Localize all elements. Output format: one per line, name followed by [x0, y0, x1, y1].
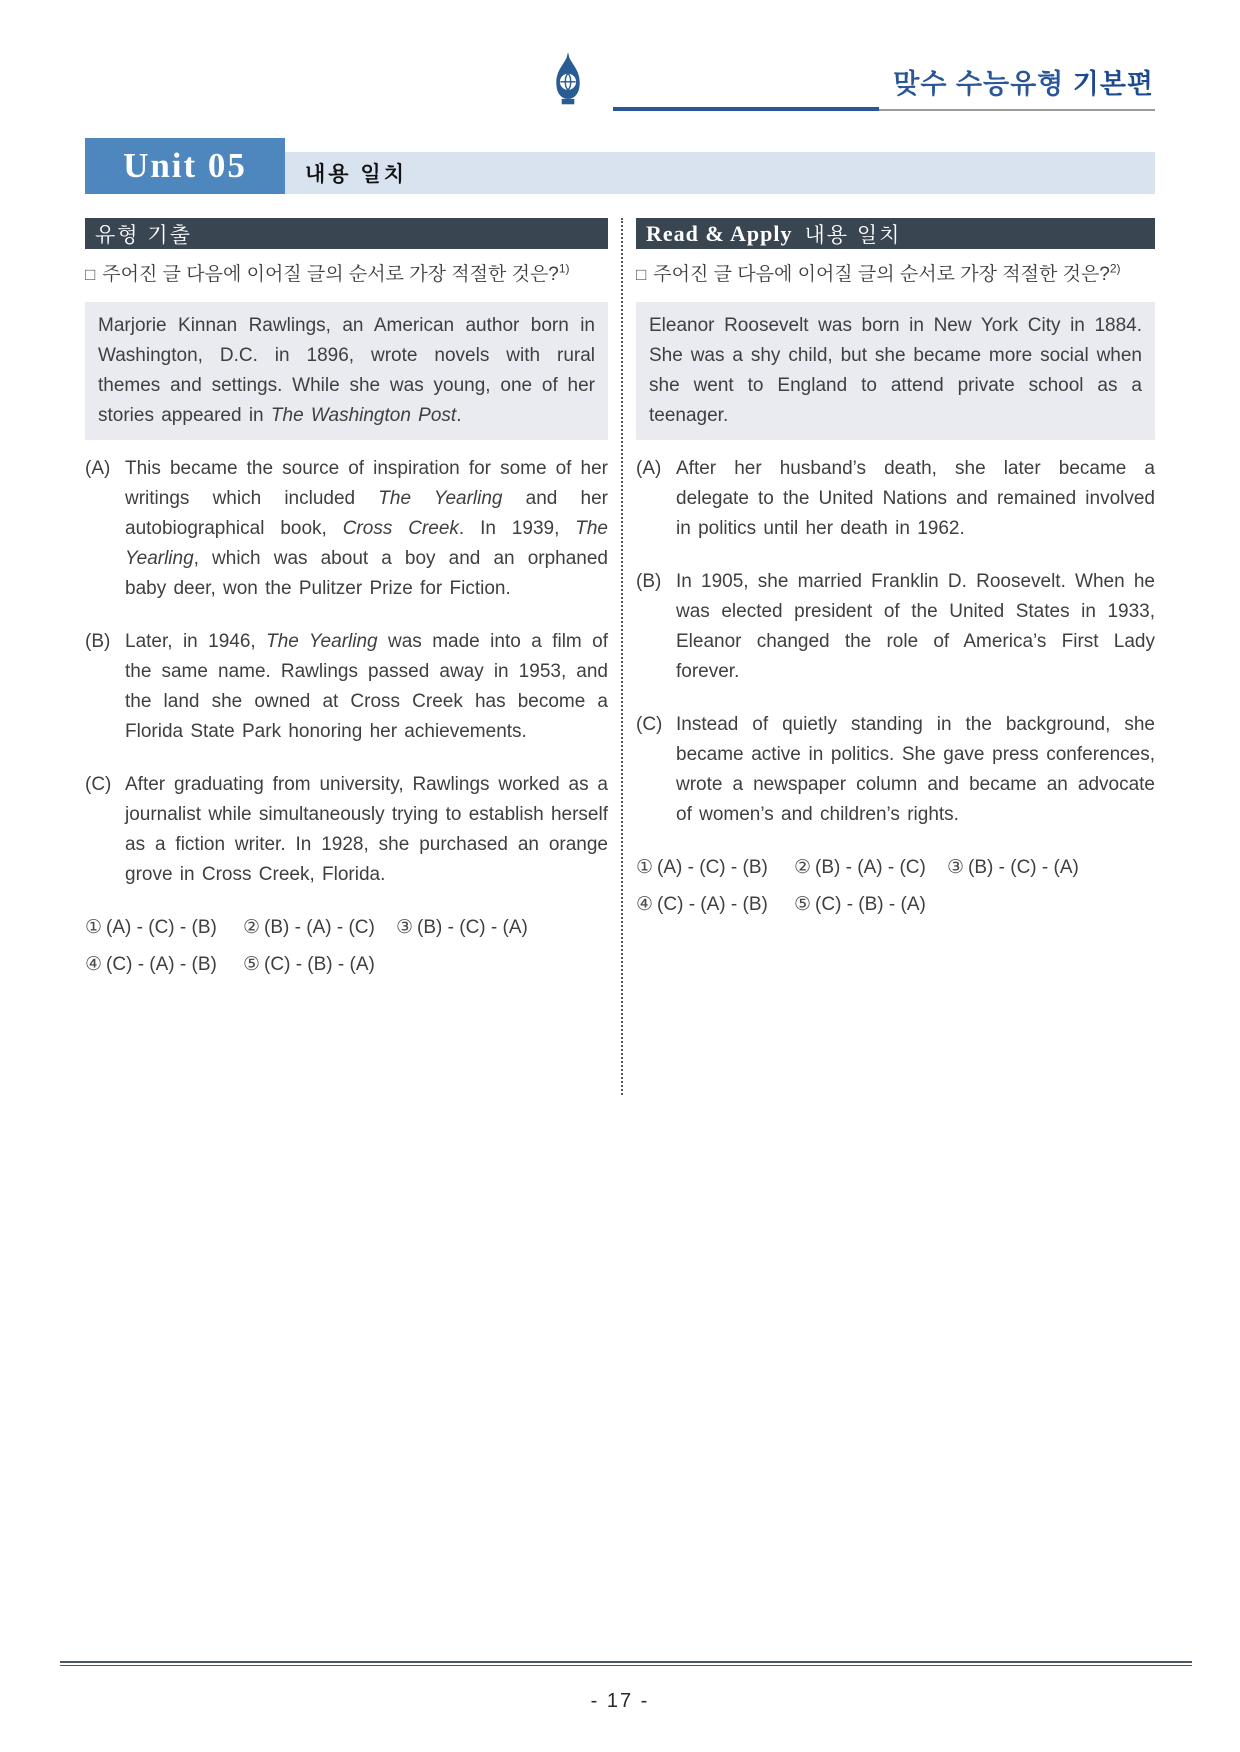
choice-1	[85, 913, 243, 943]
unit-topic: 내용 일치	[305, 163, 407, 186]
item-text: After her husband’s death, she later became a delegate to the United Nations and remained involved in politics until her death in 1962.	[676, 458, 1155, 539]
header-rule-blue	[613, 107, 879, 111]
order-item-c	[636, 710, 1155, 830]
choice-number: ②	[794, 857, 812, 878]
choice-number: ①	[85, 917, 103, 938]
checkbox-icon: □	[85, 265, 96, 284]
item-label: (A)	[85, 458, 111, 479]
choice-text: (B) - (A) - (C)	[815, 857, 926, 878]
brand-title-heavy: 기본편	[1072, 69, 1154, 99]
section-title-right-en: Read & Apply	[646, 220, 793, 246]
choice-text: (A) - (C) - (B)	[657, 857, 768, 878]
choice-2	[794, 853, 947, 883]
prompt-text: 주어진 글 다음에 이어질 글의 순서로 가장 적절한 것은?	[653, 264, 1110, 285]
question-prompt	[636, 260, 1155, 290]
header-rule-gray	[879, 109, 1155, 111]
choice-3	[396, 913, 608, 943]
section-title-left: 유형 기출	[95, 223, 192, 247]
brand-title-regular: 맞수 수능유형	[893, 69, 1065, 99]
item-text: Instead of quietly standing in the background, she became active in politics. She gave press conferences, wrote a newspaper column and became an advocate of women’s and children’s rights.	[676, 714, 1155, 825]
choice-text: (C) - (B) - (A)	[264, 954, 375, 975]
choice-5	[794, 890, 947, 920]
order-item-c	[85, 770, 608, 890]
column-divider	[621, 218, 623, 1095]
section-title-right-ko: 내용 일치	[804, 223, 902, 247]
item-text: After graduating from university, Rawlings worked as a journalist while simultaneously trying to establish herself as a fiction writer. In 1928, she purchased an orange grove in Cross Creek, Florida.	[125, 774, 609, 885]
choice-text: (C) - (B) - (A)	[815, 894, 926, 915]
left-column	[85, 260, 608, 980]
checkbox-icon: □	[636, 265, 647, 284]
answer-choices	[636, 853, 1155, 920]
order-item-a	[85, 454, 608, 604]
section-header-left	[85, 218, 608, 249]
brand-title	[594, 62, 1154, 101]
item-label: (C)	[636, 714, 663, 735]
pen-nib-logo-icon	[550, 52, 586, 108]
order-item-a	[636, 454, 1155, 544]
unit-label: Unit 05	[85, 138, 285, 194]
choice-text: (C) - (A) - (B)	[657, 894, 768, 915]
choice-number: ④	[85, 954, 103, 975]
answer-choices	[85, 913, 608, 980]
passage-box: Eleanor Roosevelt was born in New York City in 1884. She was a shy child, but she became more social when she went to England to attend private school as a teenager.	[636, 302, 1155, 440]
choice-1	[636, 853, 794, 883]
section-header-right	[636, 218, 1155, 249]
choice-number: ②	[243, 917, 261, 938]
item-label: (A)	[636, 458, 662, 479]
choice-4	[85, 950, 243, 980]
choice-4	[636, 890, 794, 920]
item-label: (B)	[85, 631, 111, 652]
prompt-note: 2)	[1109, 261, 1121, 276]
choice-number: ⑤	[243, 954, 261, 975]
order-item-b	[636, 567, 1155, 687]
choice-number: ①	[636, 857, 654, 878]
question-prompt	[85, 260, 608, 290]
item-text: Later, in 1946, The Yearling was made into a film of the same name. Rawlings passed away in 1953, and the land she owned at Cross Creek has become a Florida State Park honoring her achievements.	[125, 631, 608, 742]
choice-number: ⑤	[794, 894, 812, 915]
item-label: (B)	[636, 571, 662, 592]
choice-number: ④	[636, 894, 654, 915]
choice-3	[947, 853, 1155, 883]
choice-number: ③	[947, 857, 965, 878]
order-item-b	[85, 627, 608, 747]
passage-box: Marjorie Kinnan Rawlings, an American author born in Washington, D.C. in 1896, wrote novels with rural themes and settings. While she was young, one of her stories appeared in The Washington Post.	[85, 302, 608, 440]
item-label: (C)	[85, 774, 112, 795]
choice-text: (B) - (C) - (A)	[417, 917, 528, 938]
item-text: In 1905, she married Franklin D. Roosevelt. When he was elected president of the United States in 1933, Eleanor changed the role of America’s First Lady forever.	[676, 571, 1155, 682]
choice-2	[243, 913, 396, 943]
choice-text: (C) - (A) - (B)	[106, 954, 217, 975]
footer-rule	[60, 1661, 1192, 1666]
right-column	[636, 260, 1155, 920]
prompt-note: 1)	[558, 261, 570, 276]
choice-text: (B) - (C) - (A)	[968, 857, 1079, 878]
choice-text: (B) - (A) - (C)	[264, 917, 375, 938]
item-text: This became the source of inspiration for some of her writings which included The Yearling and her autobiographical book, Cross Creek. In 1939, The Yearling, which was about a boy and an orphaned baby deer, won the Pulitzer Prize for Fiction.	[125, 458, 608, 599]
prompt-text: 주어진 글 다음에 이어질 글의 순서로 가장 적절한 것은?	[102, 264, 559, 285]
page-number: - 17 -	[590, 1690, 650, 1712]
choice-5	[243, 950, 396, 980]
choice-number: ③	[396, 917, 414, 938]
choice-text: (A) - (C) - (B)	[106, 917, 217, 938]
